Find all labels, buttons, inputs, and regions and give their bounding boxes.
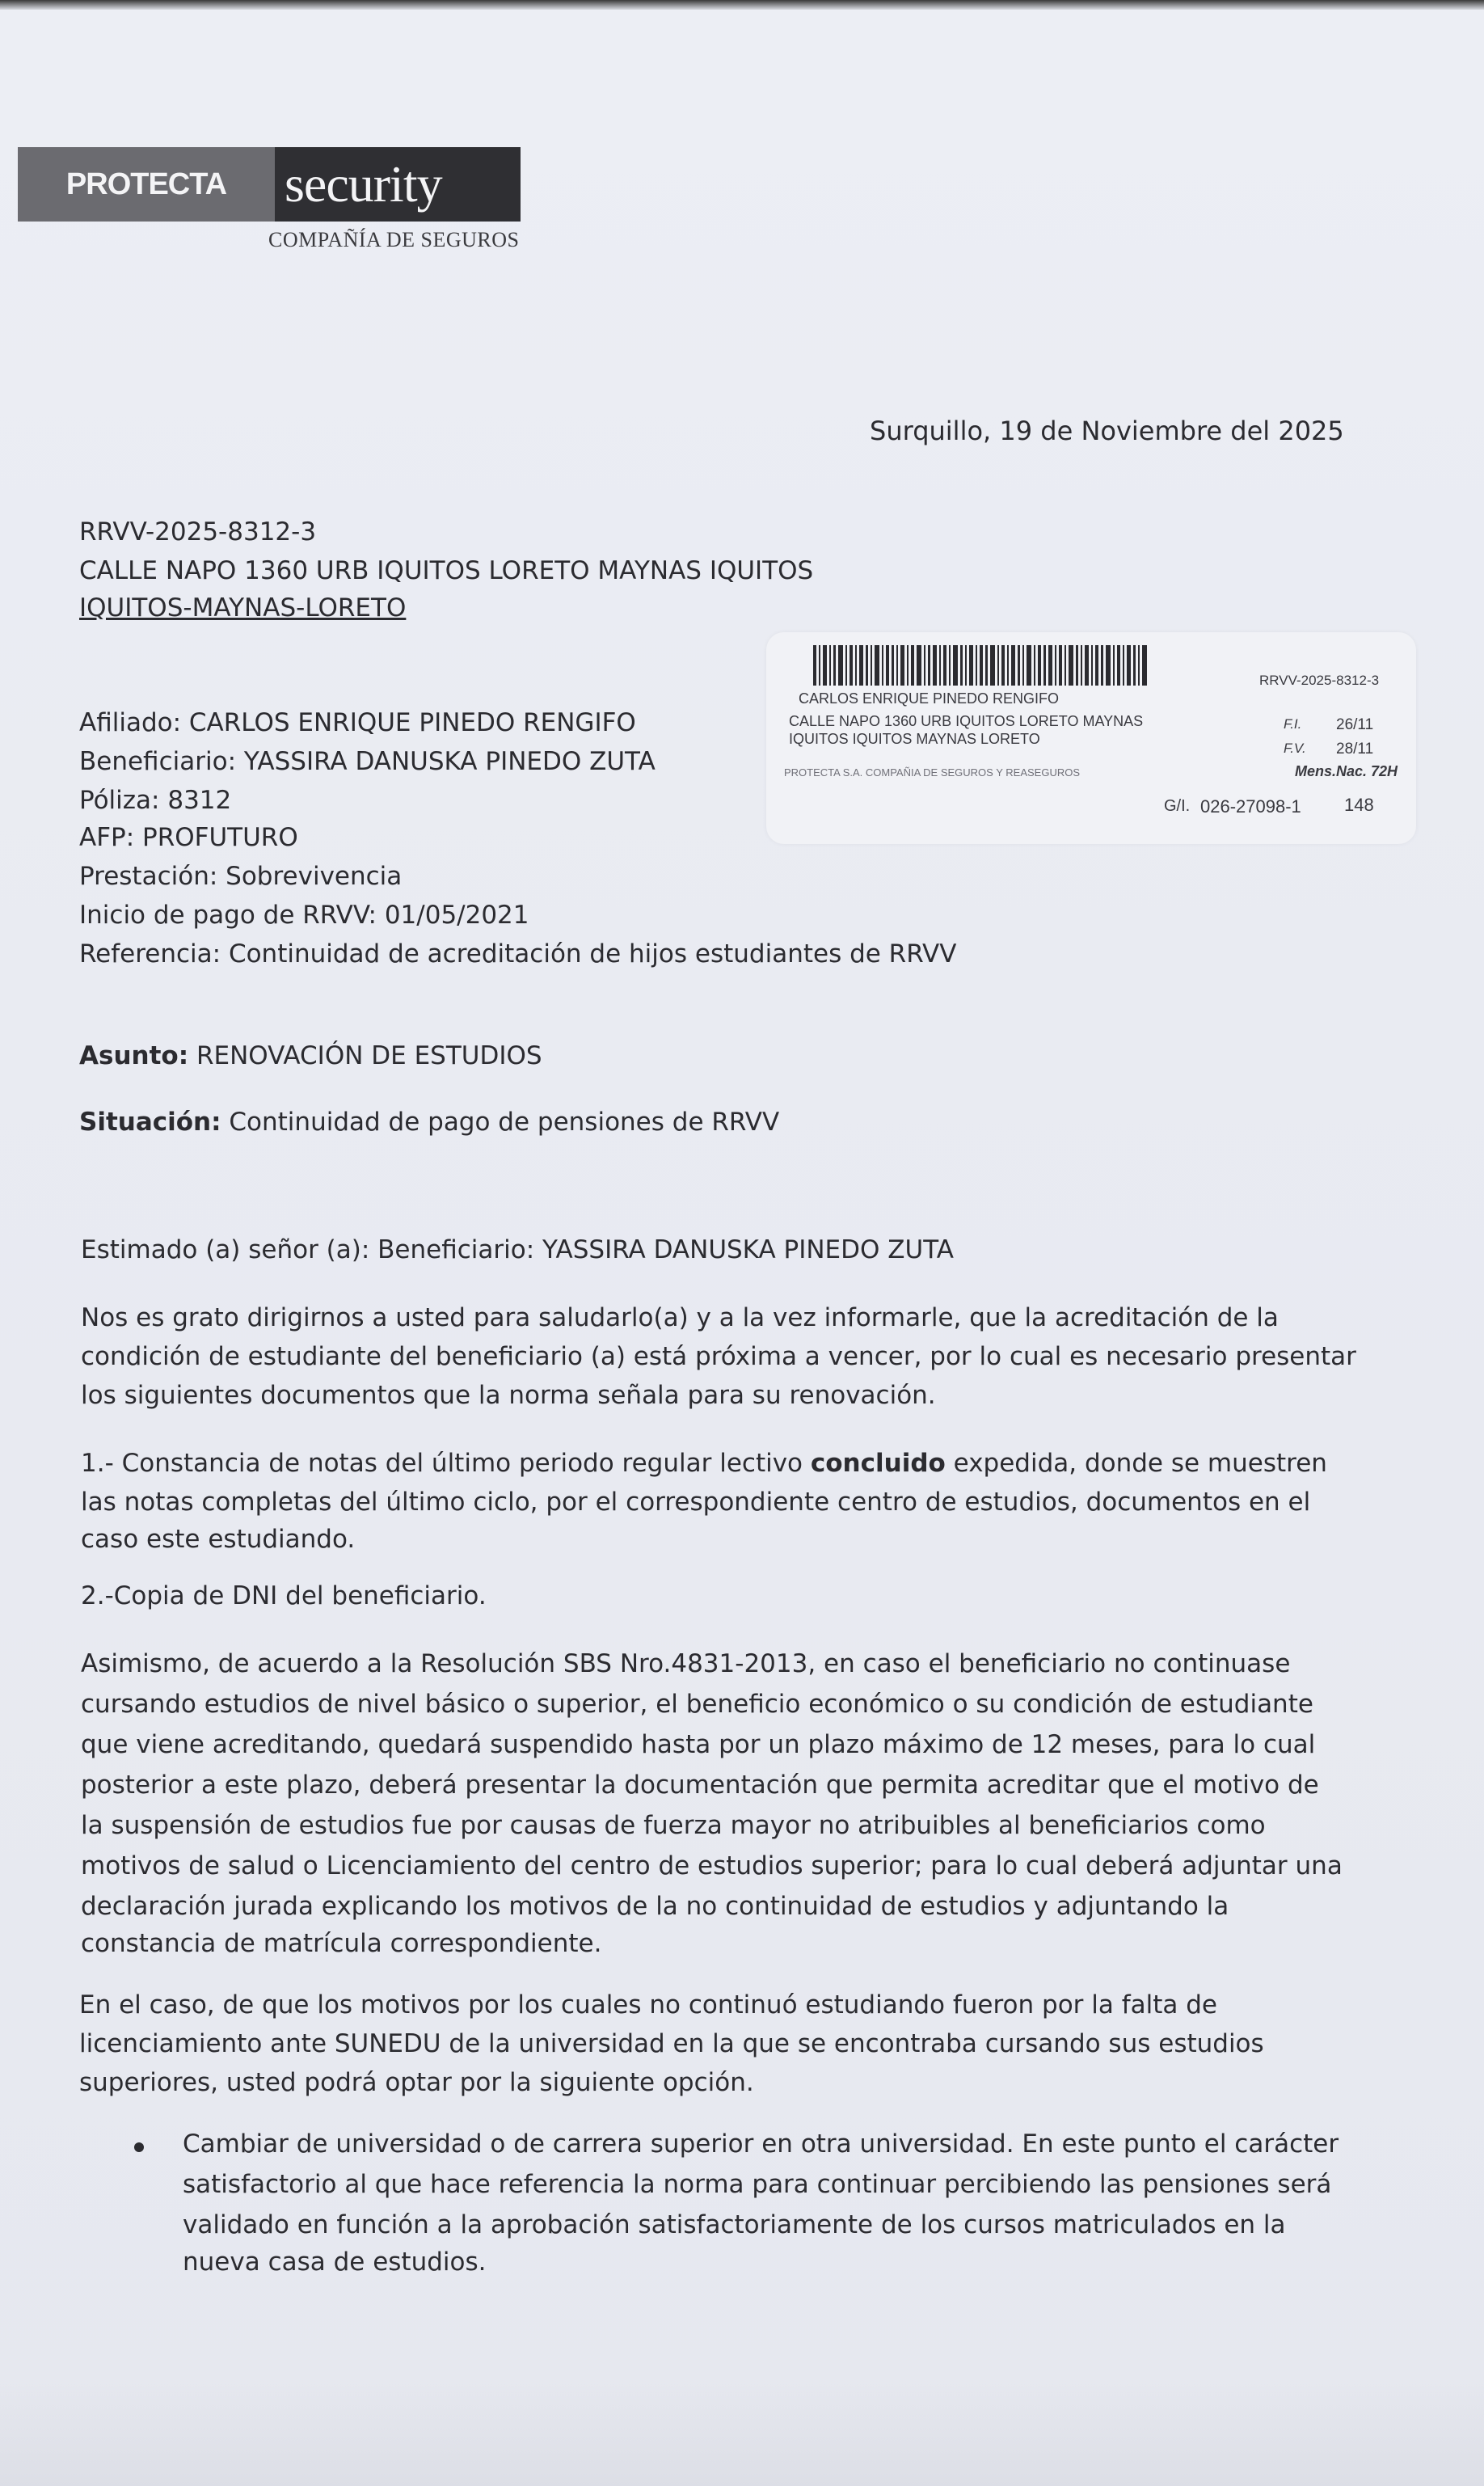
logo-security-text: security [275,147,521,222]
logo-bar [18,147,521,222]
para3-line-3: superiores, usted podrá optar por la siguiente opción. [79,2068,754,2097]
para2-line-2: cursando estudios de nivel básico o superior, el beneficio económico o su condición de estudiante [81,1690,1313,1719]
date-line: Surquillo, 19 de Noviembre del 2025 [870,416,1344,446]
situacion-label: Situación: [79,1108,221,1137]
label-gi-value: 026-27098-1 [1200,796,1301,817]
label-service: Mens.Nac. 72H [1295,763,1398,779]
address-line-1: CALLE NAPO 1360 URB IQUITOS LORETO MAYNAS IQUITOS [79,556,814,585]
logo-subtitle: COMPAÑÍA DE SEGUROS [268,228,520,251]
item2-line: 2.-Copia de DNI del beneficiario. [81,1581,487,1610]
address-code: RRVV-2025-8312-3 [79,517,317,547]
info-poliza: Póliza: 8312 [79,786,232,815]
item1-line-3: caso este estudiando. [81,1525,356,1554]
para2-line-8: constancia de matrícula correspondiente. [81,1929,602,1958]
asunto-value: RENOVACIÓN DE ESTUDIOS [196,1041,542,1070]
bullet-line-2: satisfactorio al que hace referencia la norma para continuar percibiendo las pensiones será [183,2170,1332,2199]
page-top-edge [0,0,1484,10]
para3-line-2: licenciamiento ante SUNEDU de la universidad en la que se encontraba cursando sus estudios [79,2029,1264,2058]
label-address-1: CALLE NAPO 1360 URB IQUITOS LORETO MAYNAS [789,713,1144,729]
info-beneficiario: Beneficiario: YASSIRA DANUSKA PINEDO ZUTA [79,747,656,776]
asunto-label: Asunto: [79,1041,189,1070]
para1-line-1: Nos es grato dirigirnos a usted para saludarlo(a) y a la vez informarle, que la acreditación de la [81,1303,1279,1332]
label-fv-value: 28/11 [1336,741,1374,758]
info-prestacion: Prestación: Sobrevivencia [79,862,403,891]
barcode [813,645,1149,686]
item1-bold-word: concluido [810,1449,946,1478]
item1-text-before: 1.- Constancia de notas del último periodo regular lectivo [81,1449,811,1478]
page-bottom-shade [0,2377,1484,2486]
para1-line-3: los siguientes documentos que la norma señala para su renovación. [81,1381,936,1410]
logo-protecta-text: PROTECTA [18,147,275,222]
para2-line-7: declaración jurada explicando los motivos de la no continuidad de estudios y adjuntando la [81,1892,1229,1921]
para2-line-1: Asimismo, de acuerdo a la Resolución SBS Nro.4831-2013, en caso el beneficiario no continuase [81,1649,1291,1678]
bullet-line-1: Cambiar de universidad o de carrera superior en otra universidad. En este punto el carácter [183,2129,1339,2159]
info-afiliado: Afiliado: CARLOS ENRIQUE PINEDO RENGIFO [79,708,636,737]
item1-line-2: las notas completas del último ciclo, por el correspondiente centro de estudios, documentos en el [81,1488,1311,1517]
info-referencia: Referencia: Continuidad de acreditación de hijos estudiantes de RRVV [79,939,957,969]
label-fi-label: F.I. [1284,716,1302,732]
label-gi-number: 148 [1344,795,1374,815]
item1-line-1 [81,1449,1327,1479]
info-afp: AFP: PROFUTURO [79,823,298,852]
item1-text-after: expedida, donde se muestren [945,1449,1327,1478]
asunto-line [79,1041,542,1071]
label-company: PROTECTA S.A. COMPAÑIA DE SEGUROS Y REASEGUROS [784,766,1081,779]
label-fv-label: F.V. [1284,741,1306,756]
label-fi-value: 26/11 [1336,716,1374,733]
bullet-dot-icon [134,2142,144,2152]
info-inicio-pago: Inicio de pago de RRVV: 01/05/2021 [79,901,529,930]
label-code: RRVV-2025-8312-3 [1259,673,1380,688]
para2-line-5: la suspensión de estudios fue por causas de fuerza mayor no atribuibles al beneficiarios como [81,1811,1266,1840]
greeting: Estimado (a) señor (a): Beneficiario: YASSIRA DANUSKA PINEDO ZUTA [81,1235,954,1264]
mailing-label [766,632,1416,844]
para3-line-1: En el caso, de que los motivos por los cuales no continuó estudiando fueron por la falta de [79,1990,1218,2020]
situacion-value: Continuidad de pago de pensiones de RRVV [229,1108,780,1137]
para1-line-2: condición de estudiante del beneficiario (a) está próxima a vencer, por lo cual es necesario presentar [81,1342,1356,1371]
para2-line-3: que viene acreditando, quedará suspendido hasta por un plazo máximo de 12 meses, para lo cual [81,1730,1316,1759]
bullet-line-3: validado en función a la aprobación satisfactoriamente de los cursos matriculados en la [183,2210,1286,2239]
address-line-2: IQUITOS-MAYNAS-LORETO [79,593,407,623]
label-address-2: IQUITOS IQUITOS MAYNAS LORETO [789,731,1040,747]
label-gi-label: G/I. [1164,797,1191,815]
situacion-line [79,1108,779,1137]
company-logo [18,147,521,260]
para2-line-4: posterior a este plazo, deberá presentar la documentación que permita acreditar que el motivo de [81,1771,1319,1800]
para2-line-6: motivos de salud o Licenciamiento del centro de estudios superior; para lo cual deberá adjuntar una [81,1851,1343,1880]
bullet-line-4: nueva casa de estudios. [183,2248,487,2277]
label-name: CARLOS ENRIQUE PINEDO RENGIFO [799,690,1060,707]
